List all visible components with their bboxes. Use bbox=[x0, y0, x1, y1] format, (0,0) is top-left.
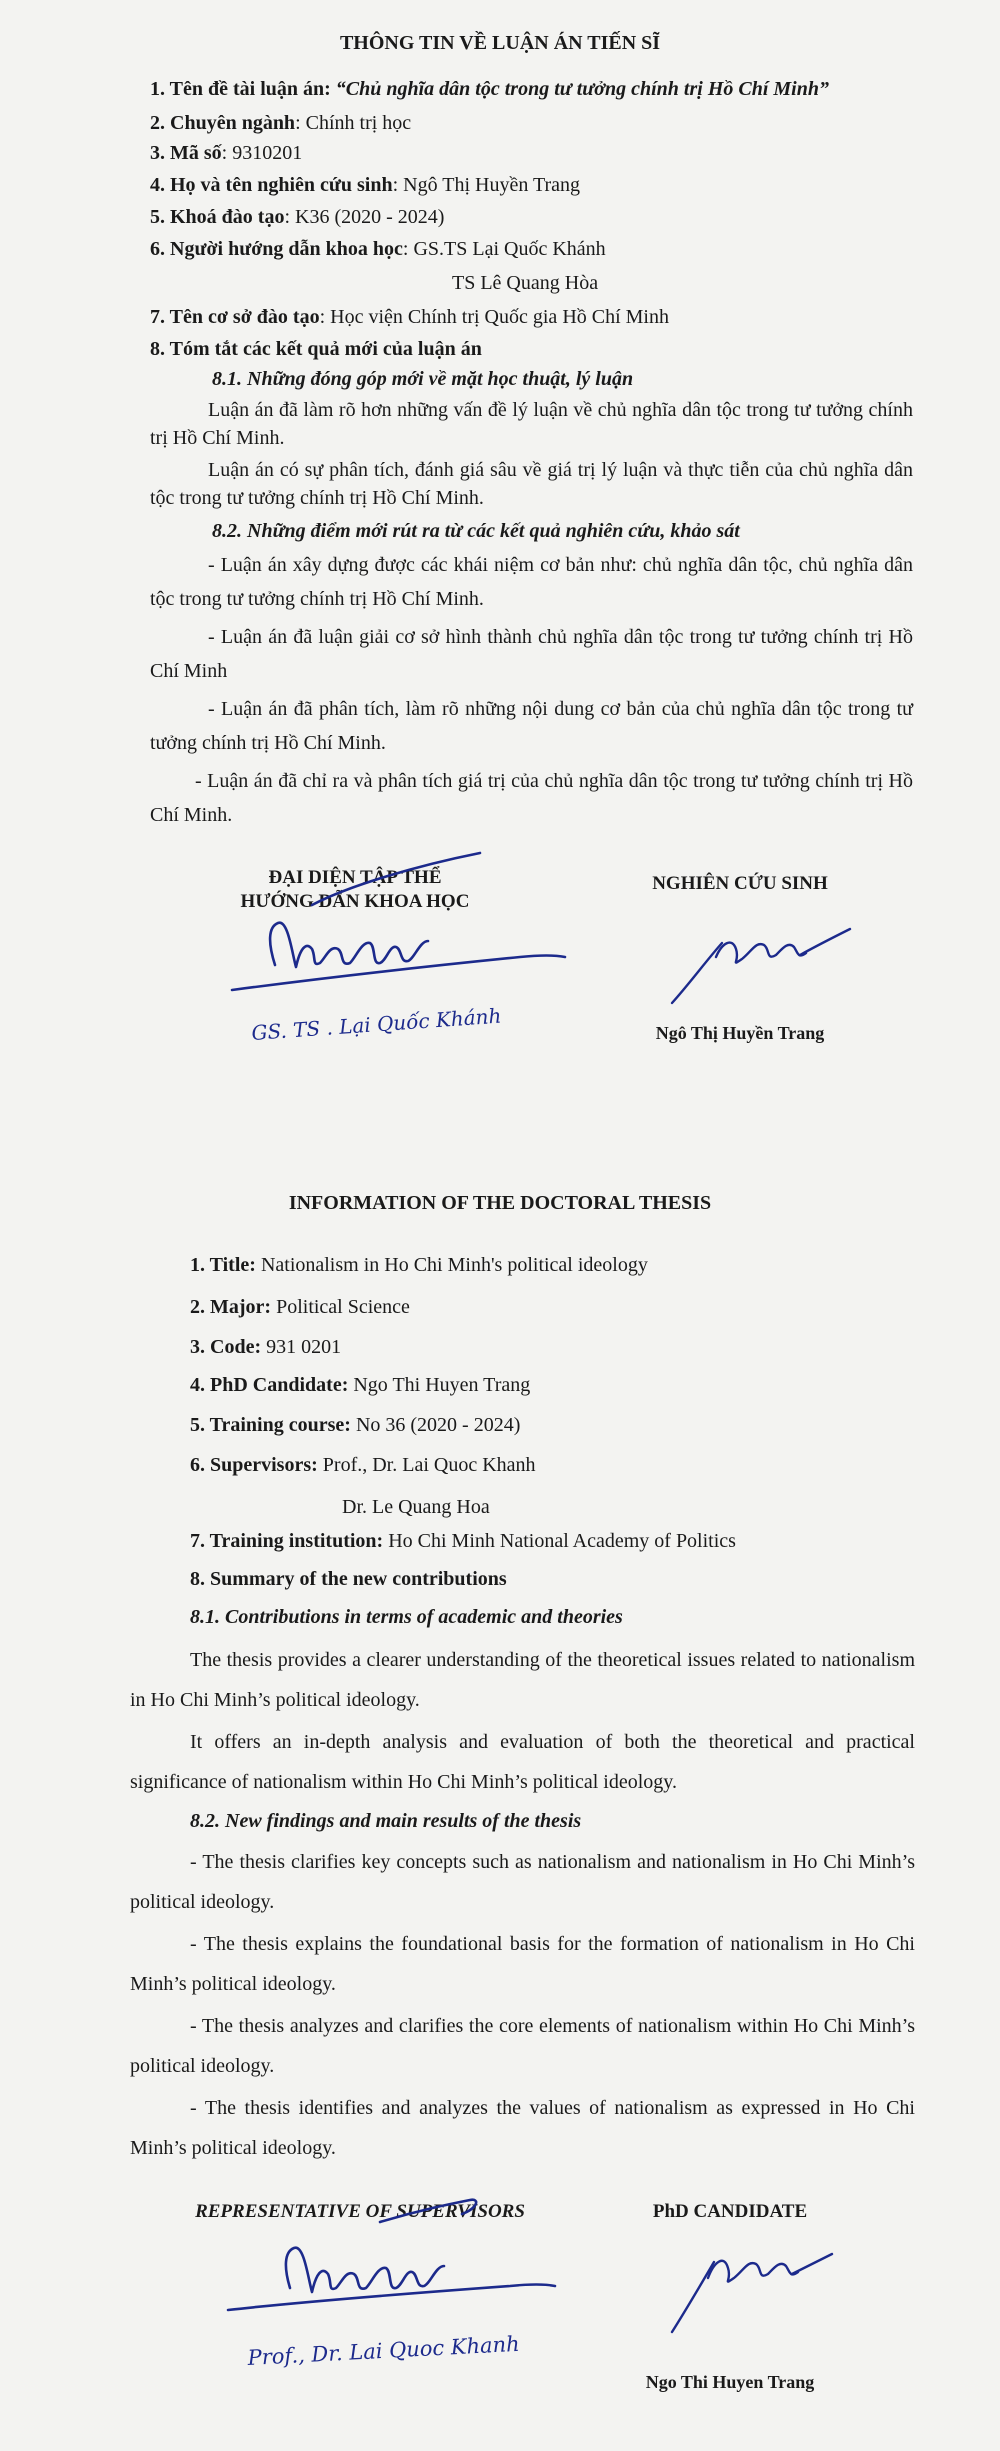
en-item-6-second-supervisor: Dr. Le Quang Hoa bbox=[342, 1496, 490, 1518]
vn-item-6-second-supervisor: TS Lê Quang Hòa bbox=[452, 272, 599, 294]
vn-item-7-value: : Học viện Chính trị Quốc gia Hồ Chí Minh bbox=[319, 306, 669, 328]
en-heading: INFORMATION OF THE DOCTORAL THESIS bbox=[288, 1192, 712, 1214]
vn-sig-right-title: NGHIÊN CỨU SINH bbox=[652, 873, 828, 894]
vn-item-1-value: “Chủ nghĩa dân tộc trong tư tưởng chính trị Hồ Chí Minh” bbox=[335, 78, 829, 100]
vn-section-8-1: 8.1. Những đóng góp mới về mặt học thuật, lý luận bbox=[212, 368, 634, 390]
vn-paragraph-1: Luận án đã làm rõ hơn những vấn đề lý luận về chủ nghĩa dân tộc trong tư tưởng chính trị Hồ Chí Minh. bbox=[150, 399, 913, 449]
vn-item-7-label: 7. Tên cơ sở đào tạo bbox=[150, 306, 320, 328]
vn-right-signature-icon bbox=[0, 915, 1000, 1035]
vn-left-signature-handwritten-name: GS. TS . Lại Quốc Khánh bbox=[250, 1003, 503, 1045]
vn-item-5 bbox=[150, 204, 444, 230]
en-section-8-2: 8.2. New findings and main results of the thesis bbox=[190, 1810, 582, 1832]
vn-bullet-3: - Luận án đã phân tích, làm rõ những nội dung cơ bản của chủ nghĩa dân tộc trong tư tưởng chính trị Hồ Chí Minh. bbox=[150, 698, 913, 754]
en-paragraph-1: The thesis provides a clearer understanding of the theoretical issues related to nationalism in Ho Chi Minh’s political ideology. bbox=[130, 1649, 915, 1711]
en-item-5-value: No 36 (2020 - 2024) bbox=[350, 1414, 521, 1436]
vn-heading: THÔNG TIN VỀ LUẬN ÁN TIẾN SĨ bbox=[339, 32, 661, 54]
en-item-1-value: Nationalism in Ho Chi Minh's political ideology bbox=[255, 1254, 648, 1276]
vn-item-3-label: 3. Mã số bbox=[150, 142, 222, 164]
vn-bullet-2: - Luận án đã luận giải cơ sở hình thành chủ nghĩa dân tộc trong tư tưởng chính trị Hồ Chí Minh bbox=[150, 626, 913, 682]
en-bullet-1: - The thesis clarifies key concepts such as nationalism and nationalism in Ho Chi Minh’s political ideology. bbox=[130, 1851, 915, 1913]
vn-sig-left-title-line-2: HƯỚNG DẪN KHOA HỌC bbox=[240, 891, 470, 912]
en-item-2-label: 2. Major: bbox=[190, 1296, 272, 1318]
vn-item-6 bbox=[150, 236, 606, 262]
vn-item-2-value: : Chính trị học bbox=[295, 112, 412, 134]
vn-item-3-value: : 9310201 bbox=[221, 142, 303, 164]
en-item-8: 8. Summary of the new contributions bbox=[190, 1568, 507, 1590]
vn-item-8: 8. Tóm tắt các kết quả mới của luận án bbox=[150, 338, 482, 360]
vn-item-1-label: 1. Tên đề tài luận án: bbox=[150, 78, 331, 100]
vn-item-5-value: : K36 (2020 - 2024) bbox=[284, 206, 445, 228]
en-item-5-label: 5. Training course: bbox=[190, 1414, 351, 1436]
vn-item-4-label: 4. Họ và tên nghiên cứu sinh bbox=[150, 174, 393, 196]
vn-item-4-value: : Ngô Thị Huyền Trang bbox=[392, 174, 581, 196]
en-item-4-value: Ngo Thi Huyen Trang bbox=[348, 1374, 531, 1396]
en-sig-left-title: REPRESENTATIVE OF SUPERVISORS bbox=[195, 2201, 525, 2222]
en-item-2-value: Political Science bbox=[271, 1296, 410, 1318]
vn-item-6-label: 6. Người hướng dẫn khoa học bbox=[150, 238, 403, 260]
en-item-4 bbox=[190, 1372, 530, 1398]
vn-item-2-label: 2. Chuyên ngành bbox=[150, 112, 296, 134]
vn-bullet-4: - Luận án đã chỉ ra và phân tích giá trị của chủ nghĩa dân tộc trong tư tưởng chính trị Hồ Chí Minh. bbox=[150, 770, 913, 826]
en-item-7-value: Ho Chi Minh National Academy of Politics bbox=[383, 1530, 736, 1552]
vn-item-6-value: : GS.TS Lại Quốc Khánh bbox=[402, 238, 606, 260]
en-paragraph-2: It offers an in-depth analysis and evaluation of both the theoretical and practical significance of nationalism within Ho Chi Minh’s political ideology. bbox=[130, 1731, 915, 1793]
en-sig-right-title: PhD CANDIDATE bbox=[652, 2201, 808, 2222]
vn-item-4 bbox=[150, 172, 580, 198]
en-item-1 bbox=[190, 1252, 648, 1278]
vn-bullet-1: - Luận án xây dựng được các khái niệm cơ bản như: chủ nghĩa dân tộc, chủ nghĩa dân tộc trong tư tưởng chính trị Hồ Chí Minh. bbox=[150, 554, 913, 610]
vn-item-3 bbox=[150, 140, 302, 166]
vn-item-7 bbox=[150, 304, 669, 330]
en-item-5 bbox=[190, 1412, 520, 1438]
en-left-signature-handwritten-name: Prof., Dr. Lai Quoc Khanh bbox=[247, 2331, 521, 2370]
vn-item-5-label: 5. Khoá đào tạo bbox=[150, 206, 285, 228]
en-section-8-1: 8.1. Contributions in terms of academic and theories bbox=[190, 1606, 623, 1628]
en-bullet-3: - The thesis analyzes and clarifies the core elements of nationalism within Ho Chi Minh’s political ideology. bbox=[130, 2015, 915, 2077]
vn-section-8-2: 8.2. Những điểm mới rút ra từ các kết quả nghiên cứu, khảo sát bbox=[212, 520, 740, 542]
vn-item-1 bbox=[150, 76, 829, 102]
en-right-signature-icon bbox=[0, 2232, 1000, 2362]
en-item-6-label: 6. Supervisors: bbox=[190, 1454, 318, 1476]
en-bullet-4: - The thesis identifies and analyzes the values of nationalism as expressed in Ho Chi Minh’s political ideology. bbox=[130, 2097, 915, 2159]
en-bullet-2: - The thesis explains the foundational basis for the formation of nationalism in Ho Chi Minh’s political ideology. bbox=[130, 1933, 915, 1995]
vn-paragraph-2: Luận án có sự phân tích, đánh giá sâu về giá trị lý luận và thực tiễn của chủ nghĩa dân tộc trong tư tưởng chính trị Hồ Chí Minh. bbox=[150, 459, 913, 509]
en-item-7 bbox=[190, 1528, 736, 1554]
en-sig-right-name: Ngo Thi Huyen Trang bbox=[645, 2372, 815, 2392]
vn-sig-right-name: Ngô Thị Huyền Trang bbox=[655, 1023, 825, 1043]
en-item-1-label: 1. Title: bbox=[190, 1254, 256, 1276]
en-item-2 bbox=[190, 1294, 410, 1320]
en-item-3-label: 3. Code: bbox=[190, 1336, 262, 1358]
en-item-7-label: 7. Training institution: bbox=[190, 1530, 384, 1552]
en-item-3-value: 931 0201 bbox=[261, 1336, 342, 1358]
en-item-3 bbox=[190, 1334, 341, 1360]
vn-sig-left-title-line-1: ĐẠI DIỆN TẬP THỂ bbox=[268, 867, 442, 888]
en-item-4-label: 4. PhD Candidate: bbox=[190, 1374, 349, 1396]
en-item-6-value: Prof., Dr. Lai Quoc Khanh bbox=[317, 1454, 536, 1476]
vn-item-2 bbox=[150, 110, 411, 136]
en-item-6 bbox=[190, 1452, 536, 1478]
